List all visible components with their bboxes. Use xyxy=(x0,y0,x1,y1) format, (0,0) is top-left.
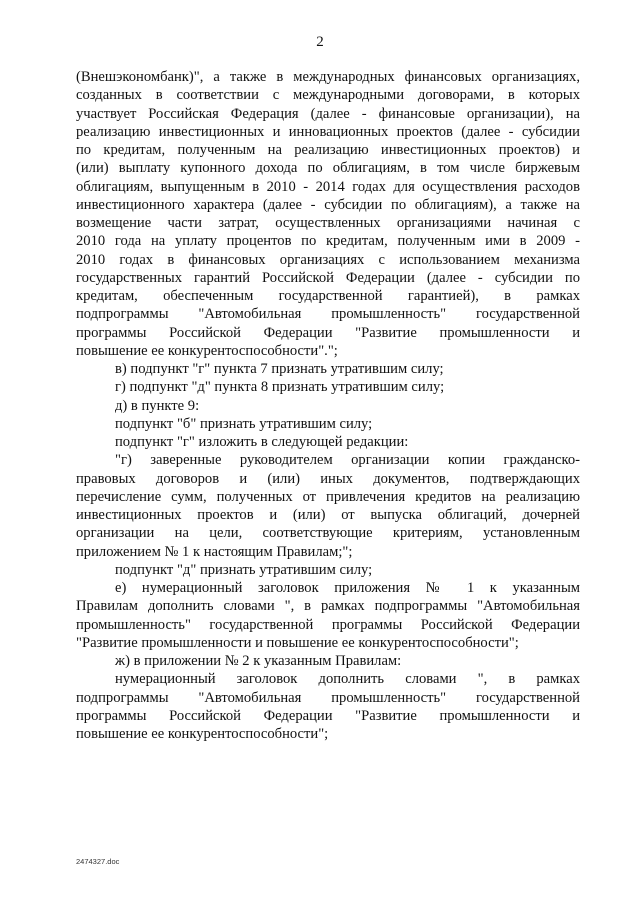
text-line: повышение ее конкурентоспособности"; xyxy=(76,726,329,742)
text-line: ж) в приложении № 2 к указанным Правилам: xyxy=(115,653,402,669)
text-line: приложением № 1 к настоящим Правилам;"; xyxy=(76,543,353,560)
text-line: созданных в соответствии с международными договорами, в которых xyxy=(76,87,580,104)
text-line: "Развитие промышленности и повышение ее конкурентоспособности"; xyxy=(76,634,519,651)
paragraph xyxy=(76,397,580,415)
text-line: повышение ее конкурентоспособности"."; xyxy=(76,342,338,359)
text-line: подпрограммы "Автомобильная промышленность" государственной xyxy=(76,689,580,706)
document-body xyxy=(76,68,580,743)
paragraph xyxy=(76,378,580,396)
text-line: подпункт "б" признать утратившим силу; xyxy=(115,415,373,432)
paragraph xyxy=(76,670,580,743)
paragraph xyxy=(76,579,580,652)
text-line: д) в пункте 9: xyxy=(115,397,200,414)
text-line: инвестиционных проектов и (или) от выпуска облигаций, дочерней xyxy=(76,507,580,523)
paragraph xyxy=(76,451,580,561)
text-line: программы Российской Федерации "Развитие промышленности и xyxy=(76,324,580,341)
text-line: 2010 года на уплату процентов по кредитам, полученным ими в 2009 - xyxy=(76,233,580,250)
paragraph xyxy=(76,68,580,360)
text-line: программы Российской Федерации "Развитие промышленности и xyxy=(76,707,580,724)
paragraph xyxy=(76,561,580,579)
paragraph xyxy=(76,433,580,451)
text-line: инвестиционного характера (далее - субсидии по облигациям), а также на xyxy=(76,196,580,213)
footer-filename: 2474327.doc xyxy=(76,857,120,866)
text-line: (или) выплату купонного дохода по облигациям, в том числе биржевым xyxy=(76,160,580,177)
text-line: организации на цели, соответствующие критериям, установленным xyxy=(76,525,580,542)
page-number: 2 xyxy=(316,34,324,50)
text-line: промышленность" государственной программы Российской Федерации xyxy=(76,616,580,633)
paragraph xyxy=(76,415,580,433)
text-line: правовых договоров и (или) иных документов, подтверждающих xyxy=(76,470,580,487)
text-line: государственных гарантий Российской Федерации (далее - субсидии по xyxy=(76,269,580,286)
text-line: по кредитам, полученным на реализацию инвестиционных проектов) и xyxy=(76,142,580,158)
text-line: (Внешэкономбанк)", а также в международных финансовых организациях, xyxy=(76,69,580,85)
text-line: г) подпункт "д" пункта 8 признать утратившим силу; xyxy=(115,379,445,396)
text-line: подпрограммы "Автомобильная промышленность" государственной xyxy=(76,306,580,323)
text-line: нумерационный заголовок дополнить словами ", в рамках xyxy=(115,671,580,688)
paragraph xyxy=(76,360,580,378)
text-line: участвует Российская Федерация (далее - финансовые организации), на xyxy=(76,105,580,122)
paragraph xyxy=(76,652,580,670)
text-line: кредитам, обеспеченным государственной гарантией), в рамках xyxy=(76,288,580,304)
text-line: возмещение части затрат, осуществленных организациями начиная с xyxy=(76,215,580,231)
text-line: подпункт "г" изложить в следующей редакции: xyxy=(115,434,409,450)
text-line: 2010 годах в финансовых организациях с использованием механизма xyxy=(76,251,580,268)
text-line: в) подпункт "г" пункта 7 признать утратившим силу; xyxy=(115,361,444,377)
text-line: е) нумерационный заголовок приложения № 1 к указанным xyxy=(115,580,580,596)
text-line: Правилам дополнить словами ", в рамках подпрограммы "Автомобильная xyxy=(76,598,580,615)
text-line: реализацию инвестиционных и инновационных проектов (далее - субсидии xyxy=(76,123,580,140)
text-line: подпункт "д" признать утратившим силу; xyxy=(115,561,373,578)
text-line: облигациям, выпущенным в 2010 - 2014 годах для осуществления расходов xyxy=(76,178,580,195)
text-line: перечисление сумм, полученных от привлечения кредитов на реализацию xyxy=(76,488,580,505)
text-line: "г) заверенные руководителем организации копии гражданско- xyxy=(115,452,580,469)
